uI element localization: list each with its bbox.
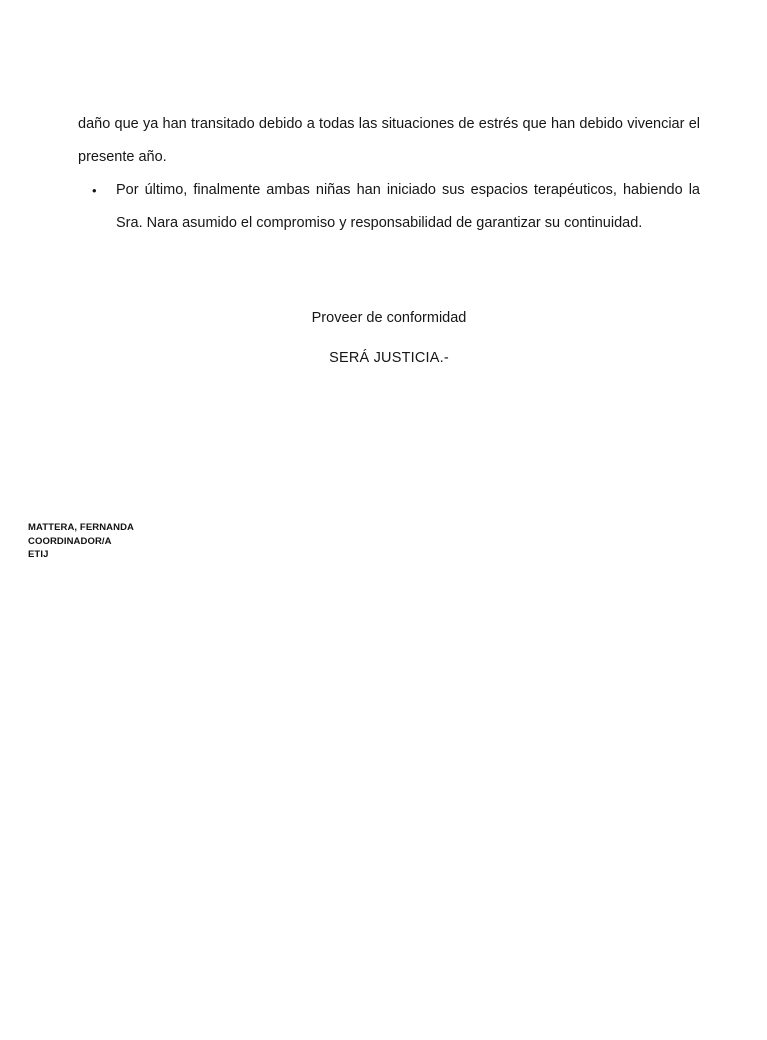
paragraph-continuation: daño que ya han transitado debido a todas las situaciones de estrés que han debido vivenciar el presente año. bbox=[78, 116, 700, 165]
closing-line-proveer: Proveer de conformidad bbox=[311, 310, 467, 326]
signature-name: MATTERA, FERNANDA bbox=[28, 522, 135, 533]
signature-office: ETIJ bbox=[28, 549, 49, 560]
signature-role: COORDINADOR/A bbox=[28, 535, 112, 547]
closing-line-sera-justicia: SERÁ JUSTICIA.- bbox=[329, 350, 449, 366]
signature-stamp bbox=[28, 521, 134, 562]
list-item: • Por último, finalmente ambas niñas han iniciado sus espacios terapéuticos, habiendo la Sra. Nara asumido el compromiso y responsabilidad de garantizar su continuidad. bbox=[78, 174, 700, 240]
bullet-list bbox=[78, 174, 700, 240]
closing-block bbox=[78, 298, 700, 378]
document-body bbox=[78, 108, 700, 240]
